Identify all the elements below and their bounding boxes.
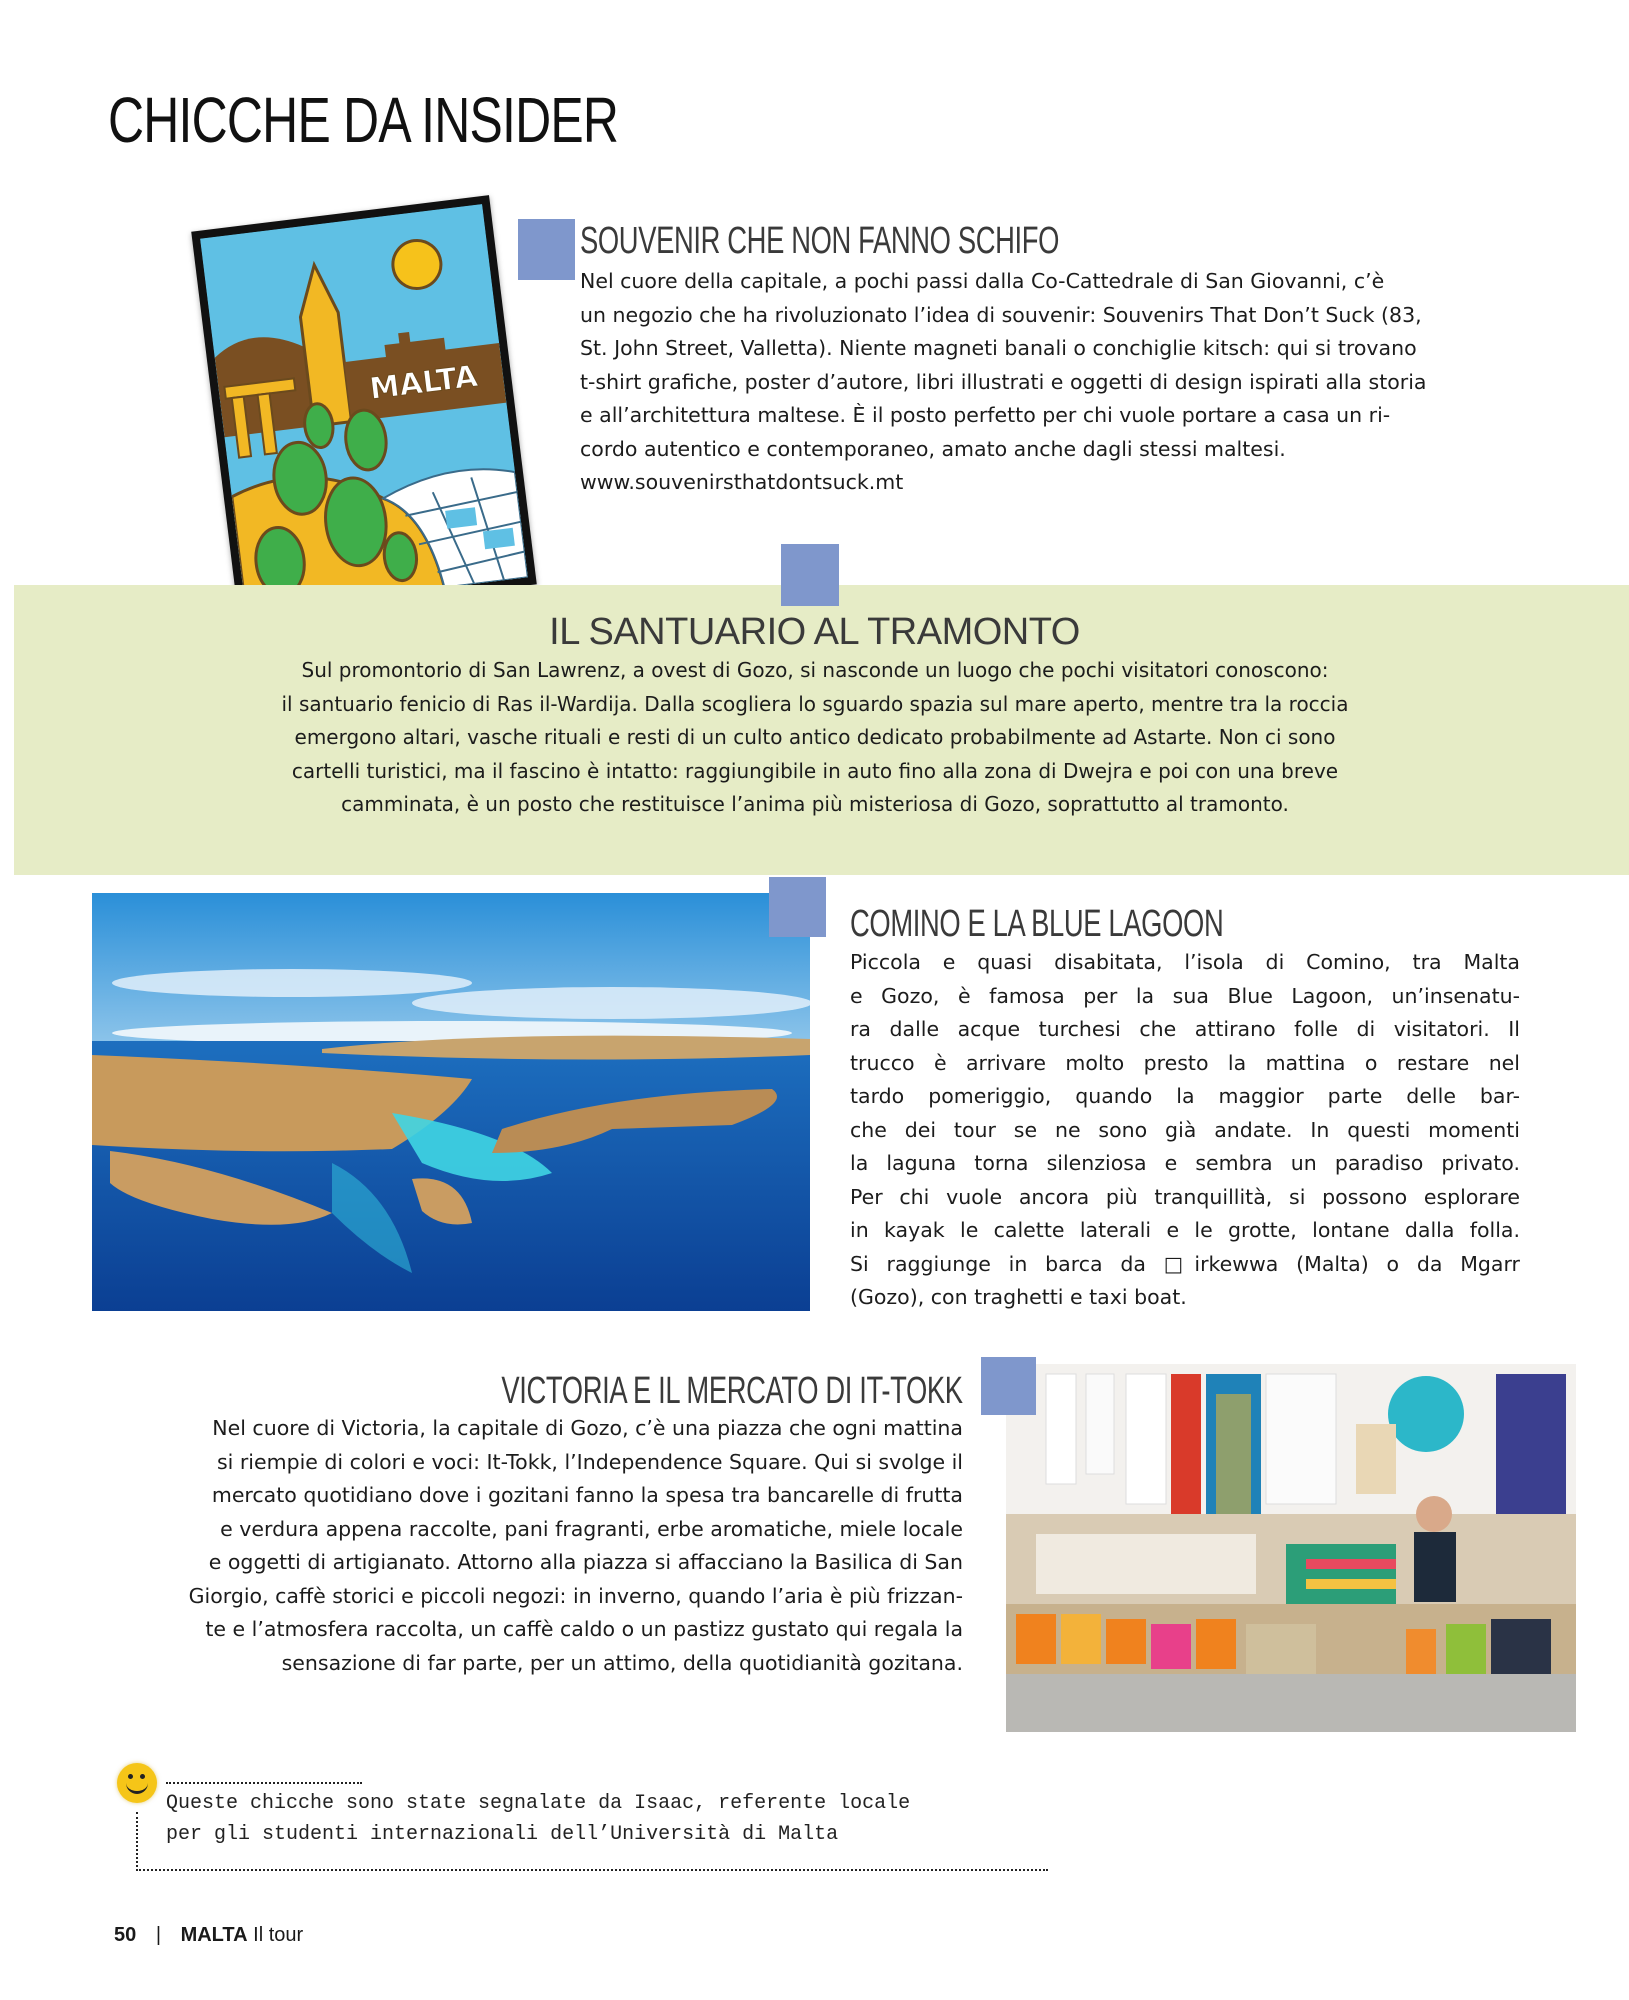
section-title-victoria: VICTORIA E IL MERCATO DI IT-TOKK (501, 1370, 963, 1412)
accent-square (518, 219, 575, 280)
note-dotted-left (136, 1812, 138, 1867)
section-title-santuario: IL SANTUARIO AL TRAMONTO (549, 611, 1080, 653)
malta-poster-image (191, 195, 537, 621)
section-title-comino: COMINO E LA BLUE LAGOON (850, 903, 1224, 945)
section-name: Il tour (253, 1924, 304, 1946)
malta-poster-illustration (200, 204, 528, 612)
note-dotted-bottom (136, 1869, 1048, 1871)
magazine-name: MALTA (180, 1924, 248, 1946)
souvenir-website-link[interactable]: www.souvenirsthatdontsuck.mt (580, 470, 904, 494)
section-body-souvenir: Nel cuore della capitale, a pochi passi dalla Co-Cattedrale di San Giovanni, c’è un negozio che ha rivoluzionato l’idea di souvenir: Souvenirs That Don’t Suck (83, St. John Street, Valletta). Niente magneti banali o conchiglie kitsch: qui si trovano t-shirt grafiche, poster d’autore, libri illustrati e oggetti di design ispirati alla storia e all’architettura maltese. È il posto perfetto per chi vuole portare a casa un ri- cordo autentico e contemporaneo, amato anche dagli stessi maltesi. www.souvenirsthatdontsuck.mt (580, 265, 1520, 500)
comino-lagoon-photo (92, 893, 810, 1311)
section-body-santuario: Sul promontorio di San Lawrenz, a ovest di Gozo, si nasconde un luogo che pochi visitatori conoscono: il santuario fenicio di Ras il-Wardija. Dalla scogliera lo sguardo spazia sul mare aperto, mentre tra la roccia emergono altari, vasche rituali e resti di un culto antico dedicato probabilmente ad Astarte. Non ci sono cartelli turistici, ma il fascino è intatto: raggiungibile in auto fino alla zona di Dwejra e poi con una breve camminata, è un posto che restituisce l’anima più misteriosa di Gozo, soprattutto al tramonto. (281, 658, 1349, 816)
accent-square (769, 877, 826, 937)
page-number: 50 (114, 1924, 137, 1946)
smiley-icon (117, 1763, 157, 1803)
page-title: CHICCHE DA INSIDER (108, 84, 619, 156)
page-footer (114, 1924, 303, 1947)
footer-separator: | (155, 1924, 162, 1946)
market-stall-photo (1006, 1364, 1576, 1732)
insider-note: Queste chicche sono state segnalate da Isaac, referente locale per gli studenti internazionali dell’Università di Malta (166, 1792, 911, 1846)
poster-label: MALTA (367, 359, 480, 408)
section-title-souvenir: SOUVENIR CHE NON FANNO SCHIFO (580, 220, 1060, 262)
section-body-comino: Piccola e quasi disabitata, l’isola di Comino, tra Malta e Gozo, è famosa per la sua Blue Lagoon, un’insenatu- ra dalle acque turchesi che attirano folle di visitatori. Il trucco è arrivare molto presto la mattina o restare nel tardo pomeriggio, quando la maggior parte delle bar- che dei tour se ne sono già andate. In questi momenti la laguna torna silenziosa e sembra un paradiso privato. Per chi vuole ancora più tranquillità, si possono esplorare in kayak le calette laterali e le grotte, lontane dalla folla. Si raggiunge in barca da □irkewwa (Malta) o da Mgarr (Gozo), con traghetti e taxi boat. (850, 950, 1520, 1309)
note-dotted-top (166, 1782, 362, 1784)
accent-square (781, 544, 839, 606)
section-body-victoria: Nel cuore di Victoria, la capitale di Gozo, c’è una piazza che ogni mattina si riempie di colori e voci: It-Tokk, l’Independence Square. Qui si svolge il mercato quotidiano dove i gozitani fanno la spesa tra bancarelle di frutta e verdura appena raccolte, pani fragranti, erbe aromatiche, miele locale e oggetti di artigianato. Attorno alla piazza si affacciano la Basilica di San Giorgio, caffè storici e piccoli negozi: in inverno, quando l’aria è più frizzan- te e l’atmosfera raccolta, un caffè caldo o un pastizz gustato qui regala la sensazione di far parte, per un attimo, della quotidianità gozitana. (188, 1416, 963, 1675)
accent-square (981, 1357, 1036, 1415)
